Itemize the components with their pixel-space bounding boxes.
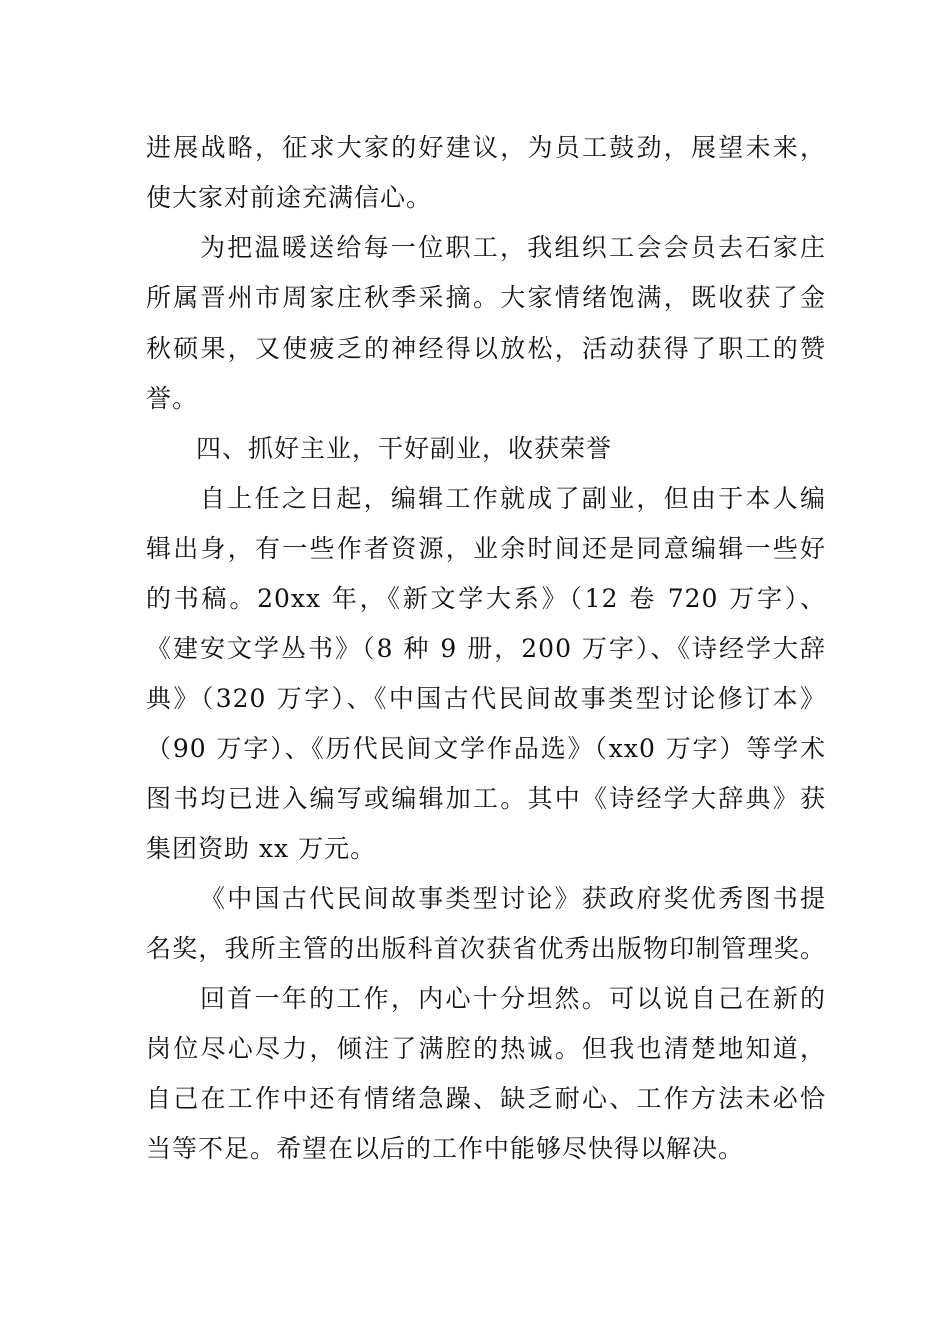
text-line: 进展战略，征求大家的好建议，为员工鼓劲，展望未来， xyxy=(146,133,826,162)
text-line: 使大家对前途充满信心。 xyxy=(146,183,433,212)
text-line: 誉。 xyxy=(146,384,199,413)
text-line: 的书稿。20xx 年，《新文学大系》（12 卷 720 万字）、 xyxy=(146,584,826,613)
text-line: 《中国古代民间故事类型讨论》获政府奖优秀图书提 xyxy=(200,884,826,913)
section-heading: 四、抓好主业，干好副业，收获荣誉 xyxy=(196,434,613,463)
text-line: 集团资助 xx 万元。 xyxy=(146,834,377,863)
text-line: 回首一年的工作，内心十分坦然。可以说自己在新的 xyxy=(200,984,826,1013)
text-line: 岗位尽心尽力，倾注了满腔的热诚。但我也清楚地知道， xyxy=(146,1034,826,1063)
text-line: 名奖，我所主管的出版科首次获省优秀出版物印制管理奖。 xyxy=(146,934,826,963)
text-line: 自上任之日起，编辑工作就成了副业，但由于本人编 xyxy=(200,484,826,513)
text-line: 《建安文学丛书》（8 种 9 册，200 万字）、《诗经学大辞 xyxy=(146,634,826,663)
text-line: 为把温暖送给每一位职工，我组织工会会员去石家庄 xyxy=(200,233,826,262)
text-line: 自己在工作中还有情绪急躁、缺乏耐心、工作方法未必恰 xyxy=(146,1084,826,1113)
text-line: （90 万字）、《历代民间文学作品选》（xx0 万字）等学术 xyxy=(146,734,826,763)
text-line: 典》（320 万字）、《中国古代民间故事类型讨论修订本》 xyxy=(146,684,826,713)
text-line: 当等不足。希望在以后的工作中能够尽快得以解决。 xyxy=(146,1134,745,1163)
text-line: 秋硕果，又使疲乏的神经得以放松，活动获得了职工的赞 xyxy=(146,334,826,363)
text-line: 所属晋州市周家庄秋季采摘。大家情绪饱满，既收获了金 xyxy=(146,283,826,312)
text-line: 图书均已进入编写或编辑加工。其中《诗经学大辞典》获 xyxy=(146,784,826,813)
text-line: 辑出身，有一些作者资源，业余时间还是同意编辑一些好 xyxy=(146,534,826,563)
